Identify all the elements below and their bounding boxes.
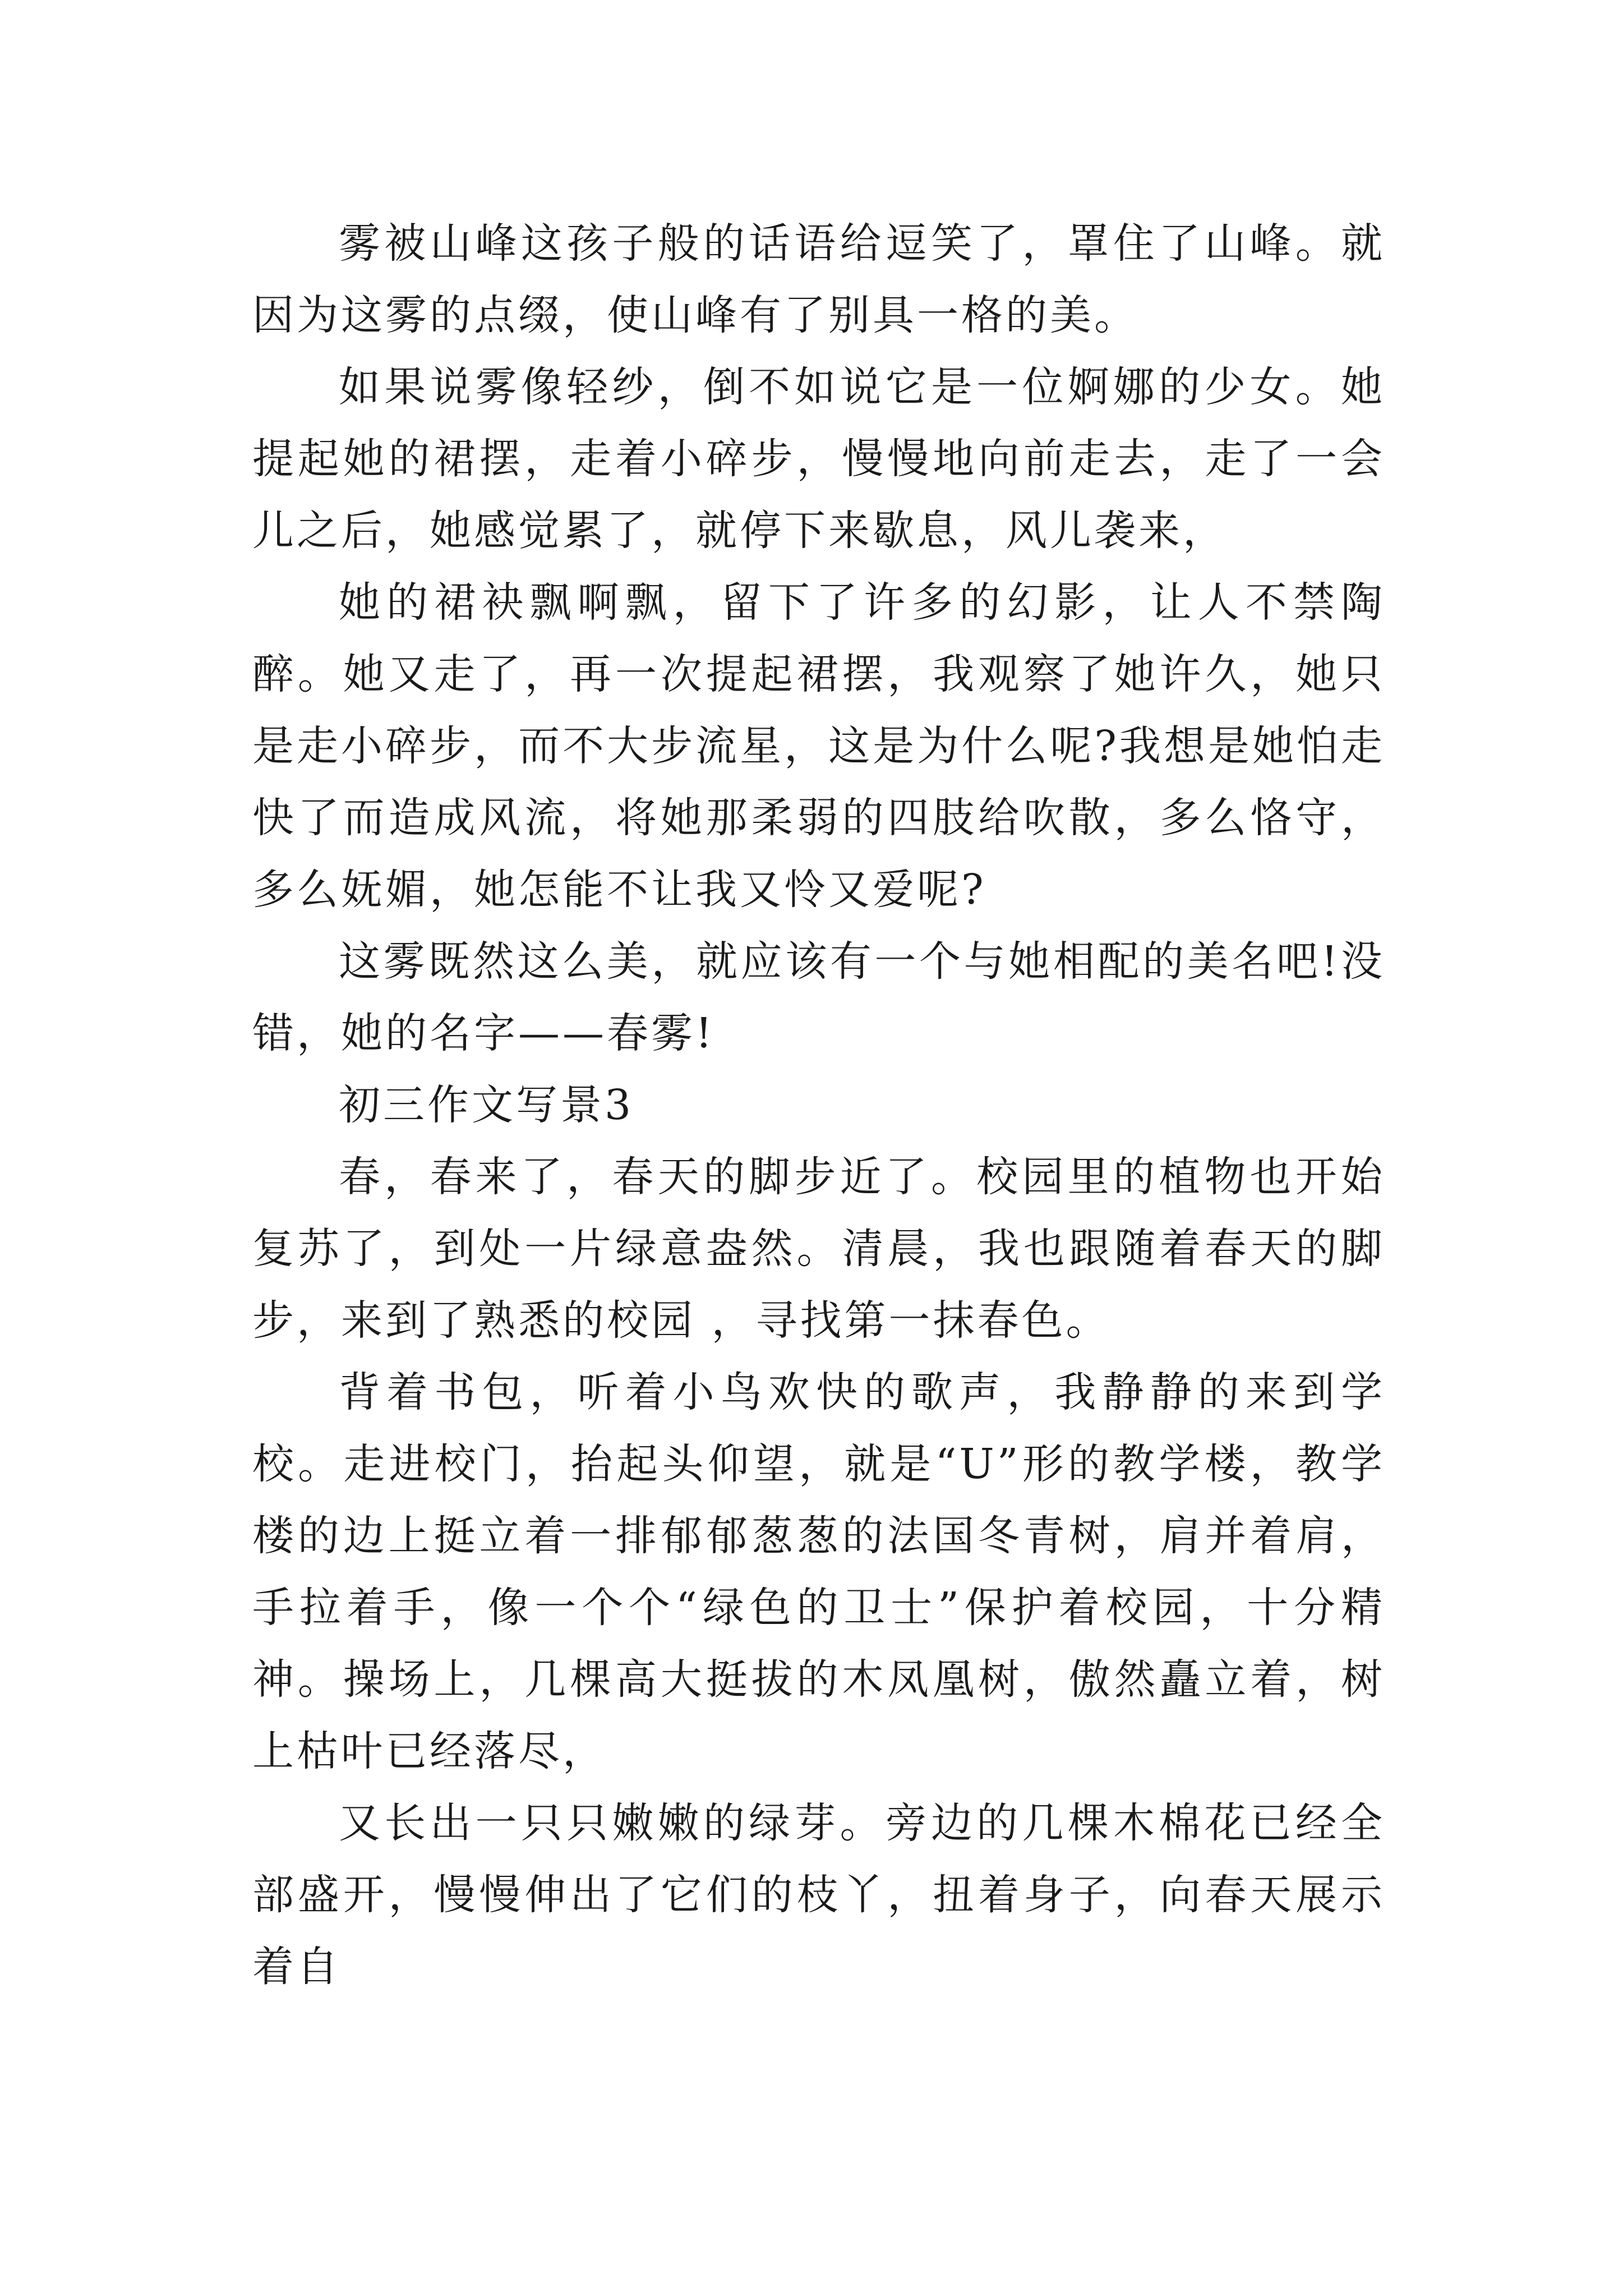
paragraph-spring-arrives: 春，春来了，春天的脚步近了。校园里的植物也开始复苏了，到处一片绿意盎然。清晨，我也跟随着春天的脚步，来到了熟悉的校园 ，寻找第一抹春色。 [252, 1153, 1385, 1345]
paragraph-fog-laughs: 雾被山峰这孩子般的话语给逗笑了，罩住了山峰。就因为这雾的点缀，使山峰有了别具一格的美。 [252, 219, 1385, 339]
document-page [252, 208, 1385, 2003]
paragraph-fog-maiden: 如果说雾像轻纱，倒不如说它是一位婀娜的少女。她提起她的裙摆，走着小碎步，慢慢地向前走去，走了一会儿之后，她感觉累了，就停下来歇息，风儿袭来， [252, 363, 1385, 555]
paragraph-green-buds: 又长出一只只嫩嫩的绿芽。旁边的几棵木棉花已经全部盛开，慢慢伸出了它们的枝丫，扭着身子，向春天展示着自 [252, 1799, 1385, 1991]
paragraph-skirt-flutters: 她的裙袂飘啊飘，留下了许多的幻影，让人不禁陶醉。她又走了，再一次提起裙摆，我观察了她许久，她只是走小碎步，而不大步流星，这是为什么呢?我想是她怕走快了而造成风流，将她那柔弱的四肢给吹散，多么恪守，多么妩媚，她怎能不让我又怜又爱呢? [252, 578, 1385, 914]
essay-heading: 初三作文写景3 [339, 1081, 634, 1129]
paragraph-spring-fog-name: 这雾既然这么美，就应该有一个与她相配的美名吧!没错，她的名字——春雾! [252, 937, 1385, 1057]
paragraph-campus-scene: 背着书包，听着小鸟欢快的歌声，我静静的来到学校。走进校门，抬起头仰望，就是“U”形的教学楼，教学楼的边上挺立着一排郁郁葱葱的法国冬青树，肩并着肩，手拉着手，像一个个“绿色的卫士”保护着校园，十分精神。操场上，几棵高大挺拔的木凤凰树，傲然矗立着，树上枯叶已经落尽， [252, 1368, 1385, 1775]
